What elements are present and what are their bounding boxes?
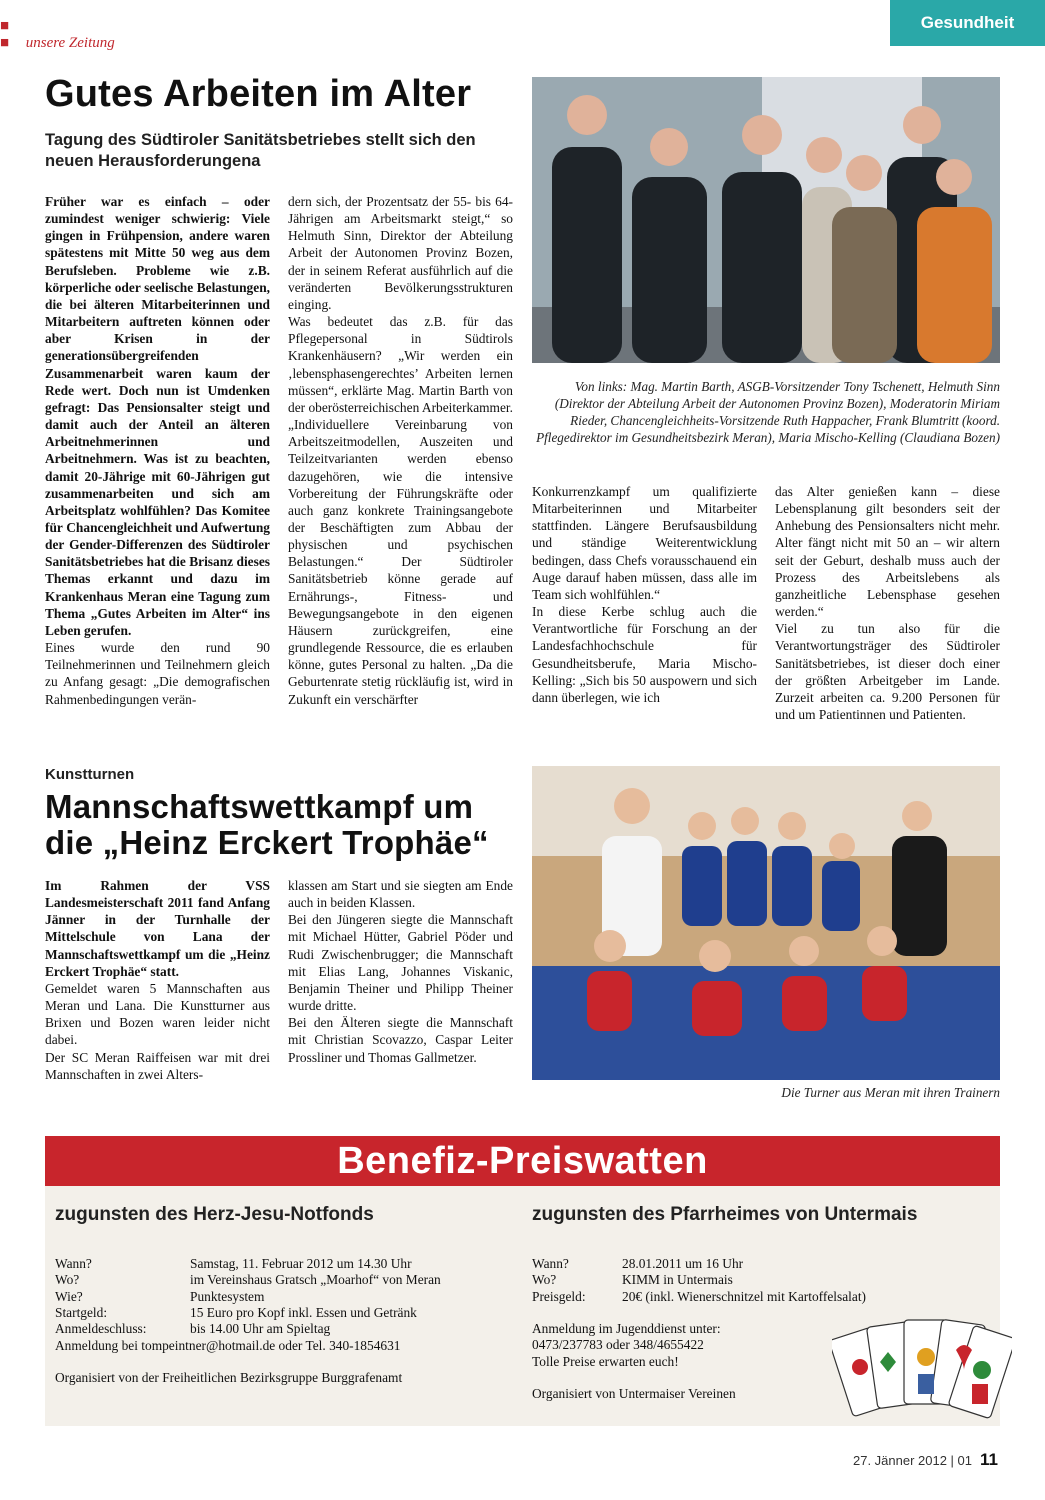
article2-title-line-1: Mannschaftswettkampf um — [45, 788, 474, 825]
benefit-left-label: Wo? — [55, 1272, 80, 1288]
article1-col4-p1: das Alter genießen kann – diese Lebensplanung gilt besonders seit der Anhebung des Pensionsalters nicht mehr. Alter fängt nicht mit 50 an – wir altern seit der Geburt, deshalb muss auch der Prozess des Arbeitslebens als ganzheitliche Lebensphase gesehen werden.“ — [775, 484, 1000, 620]
article2-kicker: Kunstturnen — [45, 766, 135, 783]
playing-cards-illustration — [832, 1312, 1012, 1430]
benefit-left-label: Startgeld: — [55, 1305, 108, 1321]
benefit-right-label: Wo? — [532, 1272, 557, 1288]
article1-column-1 — [45, 193, 270, 708]
article2-col1-body2: Der SC Meran Raiffeisen war mit drei Mannschaften in zwei Alters- — [45, 1049, 270, 1082]
brand-logo — [0, 18, 115, 52]
article2-lead: Im Rahmen der VSS Landesmeisterschaft 2011 fand Anfang Jänner in der Turnhalle der Mittelschule von Lana der Mannschaftswettkampf um die „Heinz Erckert Trophäe“ statt. — [45, 878, 270, 979]
article2-col1-body: Gemeldet waren 5 Mannschaften aus Meran und Lana. Die Kunstturner aus Brixen und Bozen waren leider nicht dabei. — [45, 980, 270, 1048]
article1-col3-p2: In diese Kerbe schlug auch die Verantwortliche für Forschung an der Landesfachhochschule für Gesundheitsberufe, Maria Mischo-Kelling: „Sich bis 50 auspowern und sich dann überlegen, wie ich — [532, 604, 757, 705]
gymnasts-photo-illustration — [532, 766, 1000, 1080]
benefit-right-label: Preisgeld: — [532, 1288, 586, 1304]
section-label: Gesundheit — [920, 13, 1015, 32]
article1-photo-caption: Von links: Mag. Martin Barth, ASGB-Vorsitzender Tony Tschenett, Helmuth Sinn (Direktor der Abteilung Arbeit der Autonomen Provinz Bozen), Moderatorin Miriam Rieder, Chancengleichheits-Vorsitzende Ruth Happacher, Frank Blumtritt (koord. Pflegedirektor im Gesundheitsbezirk Meran), Maria Mischo-Kelling (Claudiana Bozen) — [536, 379, 1000, 446]
article2-title — [45, 789, 525, 862]
benefit-left-organizer: Organisiert von der Freiheitlichen Bezirksgruppe Burggrafenamt — [55, 1370, 403, 1386]
page-footer — [853, 1450, 998, 1470]
benefit-left-value: Samstag, 11. Februar 2012 um 14.30 Uhr — [190, 1256, 412, 1271]
article2-col2-p1: klassen am Start und sie siegten am Ende auch in beiden Klassen. — [288, 878, 513, 911]
article2-photo-caption: Die Turner aus Meran mit ihren Trainern — [781, 1085, 1000, 1100]
page-number: 11 — [980, 1450, 998, 1469]
article2-column-1 — [45, 877, 270, 1083]
section-tab — [890, 0, 1045, 46]
benefit-left-contact: Anmeldung bei tompeintner@hotmail.de oder Tel. 340-1854631 — [55, 1337, 401, 1353]
benefit-right-label: Wann? — [532, 1256, 569, 1271]
benefit-right-value: 20€ (inkl. Wienerschnitzel mit Kartoffelsalat) — [622, 1288, 867, 1304]
benefit-left-value: im Vereinshaus Gratsch „Moarhof“ von Meran — [190, 1272, 441, 1288]
article2-column-2 — [288, 877, 513, 1066]
benefit-right-contact-3: Tolle Preise erwarten euch! — [532, 1353, 679, 1369]
article1-subtitle: Tagung des Südtiroler Sanitätsbetriebes stellt sich den neuen Herausforderungena — [45, 131, 476, 171]
benefit-right-heading: zugunsten des Pfarrheimes von Untermais — [532, 1204, 918, 1225]
brand-dots: ■ ■ — [0, 18, 12, 51]
benefit-left-value: Punktesystem — [190, 1288, 265, 1304]
benefit-banner — [45, 1136, 1000, 1186]
benefit-left-heading: zugunsten des Herz-Jesu-Notfonds — [55, 1204, 374, 1225]
article1-col1-body: Eines wurde den rund 90 Teilnehmerinnen und Teilnehmern gleich zu Anfang gesagt: „Die demografischen Rahmenbedingungen verän- — [45, 640, 270, 707]
benefit-left-value: 15 Euro pro Kopf inkl. Essen und Getränk — [190, 1305, 417, 1321]
benefit-left-label: Wann? — [55, 1256, 92, 1271]
footer-date: 27. Jänner 2012 | 01 — [852, 1453, 973, 1468]
benefit-left-value: bis 14.00 Uhr am Spieltag — [190, 1321, 331, 1337]
article1-col3-p1: Konkurrenzkampf um qualifizierte Mitarbeiterinnen und Mitarbeiter stattfinden. Längere Berufsausbildung und ständige Weiterentwicklung bedingen, dass Chefs vorausschauend ein Auge darauf haben müssen, dass alle im Team sich wohlfühlen.“ — [532, 484, 757, 602]
article1-lead: Früher war es einfach – oder zumindest weniger schwierig: Viele gingen in Frühpension, andere waren spätestens mit Mitte 50 weg aus dem Berufsleben. Probleme wie z.B. körperliche oder seelische Belastungen, die bei älteren Mitarbeiterinnen und Mitarbeitern auftreten können oder aber Krisen in der generationsübergreifenden Zusammenarbeit waren kaum der Rede wert. Doch nun ist Umdenken gefragt: Das Pensionsalter steigt und damit auch der Anteil an älteren Arbeitnehmerinnen und Arbeitnehmern. Was ist zu beachten, damit 20-Jährige mit 60-Jährigen gut zusammenarbeiten und sich am Arbeitsplatz wohlfühlen? Das Komitee für Chancengleichheit und Aufwertung der Gender-Differenzen des Südtiroler Sanitätsbetriebes hat die Brisanz dieses Themas erkannt und dazu im Krankenhaus Meran eine Tagung zum Thema „Gutes Arbeiten im Alter“ ins Leben gerufen. — [45, 194, 270, 638]
group-photo — [532, 77, 1000, 363]
article1-column-3 — [532, 483, 757, 706]
brand-name: unsere Zeitung — [25, 35, 115, 51]
article2-col2-p3: Bei den Älteren siegte die Mannschaft mit Christian Scovazzo, Caspar Leiter Prossliner und Thomas Gallmetzer. — [288, 1015, 513, 1065]
article1-column-4 — [775, 483, 1000, 723]
group-photo-illustration — [532, 77, 1000, 363]
article2-title-line-2: die „Heinz Erckert Trophäe“ — [45, 824, 489, 862]
article1-col2-p1: dern sich, der Prozentsatz der 55- bis 64-Jährigen am Arbeitsmarkt steigt,“ so Helmuth Sinn, Direktor der Abteilung Arbeit der Autonomen Provinz Bozen, der in seinem Referat ausführlich auf die veränderten Bevölkerungsstrukturen einging. — [288, 194, 513, 312]
benefit-right-contact-2: 0473/237783 oder 348/4655422 — [532, 1337, 704, 1353]
article2-col2-p2: Bei den Jüngeren siegte die Mannschaft mit Michael Hütter, Gabriel Pöder und Rudi Zwischenbrugger; die Mannschaft mit Elias Lang, Johannes Viskanic, Benjamin Theiner und Philipp Theiner wurde dritte. — [288, 912, 513, 1014]
benefit-left-label: Anmeldeschluss: — [55, 1321, 147, 1337]
gymnasts-photo — [532, 766, 1000, 1080]
benefit-right-organizer: Organisiert von Untermaiser Vereinen — [532, 1386, 736, 1402]
benefit-right-value: 28.01.2011 um 16 Uhr — [622, 1256, 744, 1271]
playing-cards-icon — [832, 1312, 1012, 1430]
benefit-right-value: KIMM in Untermais — [622, 1272, 733, 1288]
article1-title: Gutes Arbeiten im Alter — [45, 73, 472, 115]
benefit-banner-title: Benefiz-Preiswatten — [337, 1139, 708, 1182]
benefit-right-contact-1: Anmeldung im Jugenddienst unter: — [532, 1321, 721, 1337]
benefit-left-details — [55, 1256, 495, 1386]
article1-col4-p2: Viel zu tun also für die Verantwortungsträger des Südtiroler Sanitätsbetriebes, ist dieser doch einer der größten Arbeitgeber im Lande. Zurzeit arbeiten ca. 9.200 Personen für und um Patientinnen und Patienten. — [775, 621, 1000, 723]
benefit-left-label: Wie? — [55, 1288, 83, 1304]
article1-col2-p2: Was bedeutet das z.B. für das Pflegepersonal in Südtirols Krankenhäusern? „Wir werden ein ‚lebensphasengerechtes’ Arbeiten lernen müssen“, erklärte Mag. Martin Barth von der oberösterreichischen Arbeiterkammer. „Individuellere Vereinbarung von Arbeitszeitmodellen, Auszeiten und Teilzeitvarianten werden ebenso dazugehören, wie die intensive Vorbereitung der Führungskräfte oder auch ganz konkrete Trainingsangebote der Beschäftigten zum Abbau der physischen und psychischen Belastungen.“ Der Südtiroler Sanitätsbetrieb könne gerade auf Ernährungs-, Fitness- und Bewegungsangebote in den eigenen Häusern zurückgreifen, eine grundlegende Ressource, die es erlauben könne, gutes Personal zu halten. „Da die Geburtenrate stetig rückläufig ist, wird in Zukunft ein verschärfter — [288, 314, 513, 707]
article1-column-2 — [288, 193, 513, 708]
